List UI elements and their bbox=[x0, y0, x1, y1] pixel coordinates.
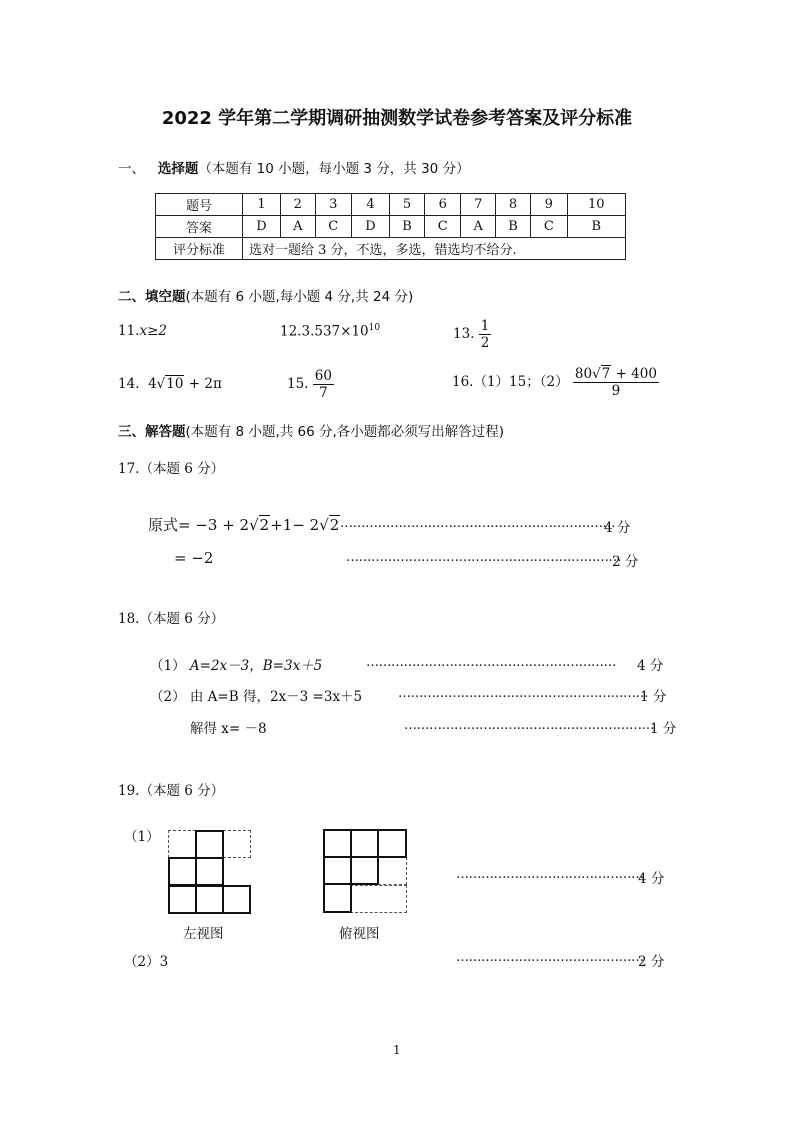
q15-numerator: 60 bbox=[314, 368, 332, 384]
q15-label: 15. bbox=[287, 376, 309, 392]
q19-part1-label: （1） bbox=[124, 829, 160, 845]
q19-part1-score: 4 分 bbox=[638, 871, 665, 887]
q16-fraction bbox=[573, 366, 659, 399]
q19-part2: （2）3 bbox=[124, 954, 169, 970]
page-title: 2022 学年第二学期调研抽测数学试卷参考答案及评分标准 bbox=[161, 108, 633, 129]
q13-label: 13. bbox=[453, 326, 475, 342]
question-number: 9 bbox=[531, 194, 567, 216]
section-1-heading bbox=[118, 157, 470, 177]
q15-fraction bbox=[313, 368, 334, 401]
q18-part2-text: 由 A=B 得，2x－3 =3x＋5 bbox=[189, 689, 363, 705]
q11-value: x≥2 bbox=[139, 323, 167, 339]
answer-cell: C bbox=[531, 216, 567, 238]
q14-radicand: 10 bbox=[166, 376, 184, 392]
section-1-number: 一、 bbox=[118, 161, 145, 177]
q16-num-radicand: 7 bbox=[601, 366, 611, 382]
answer-cell: C bbox=[315, 216, 351, 238]
q14-tail: + 2π bbox=[188, 376, 222, 392]
section-2-heading bbox=[118, 285, 413, 305]
q17-radicand-2: 2 bbox=[329, 516, 340, 534]
grid-cell-solid bbox=[323, 883, 352, 913]
q19-part2-dots: ……………………………………… bbox=[456, 950, 644, 965]
section-3-desc: (本题有 8 小题,共 66 分,各小题都必须写出解答过程) bbox=[185, 424, 505, 440]
grid-cell-solid bbox=[377, 829, 407, 858]
answer-q11 bbox=[118, 323, 167, 339]
q17-line1-score: 4 分 bbox=[604, 520, 631, 536]
q16-num-coefficient: 80 bbox=[574, 366, 593, 382]
grid-cell-solid bbox=[195, 857, 224, 886]
q13-fraction bbox=[479, 318, 492, 351]
question-number: 3 bbox=[315, 194, 351, 216]
section-1-name: 选择题 bbox=[157, 161, 199, 177]
grid-cell-solid bbox=[168, 857, 197, 886]
q17-header: 17.（本题 6 分） bbox=[118, 461, 225, 477]
answer-cell: C bbox=[425, 216, 461, 238]
q17-line1: 原式= −3 + 2√2+1− 2√2 bbox=[148, 516, 340, 534]
table-row-questions bbox=[156, 194, 626, 216]
grid-cell-solid bbox=[222, 885, 251, 914]
grid-cell-solid bbox=[195, 885, 224, 914]
q18-part2-score: 1 分 bbox=[640, 689, 667, 705]
question-number: 2 bbox=[281, 194, 316, 216]
question-number: 10 bbox=[567, 194, 626, 216]
answer-cell: B bbox=[389, 216, 424, 238]
q13-numerator: 1 bbox=[480, 318, 490, 334]
q16-numerator: 80√7 + 400 bbox=[574, 366, 657, 382]
q15-denominator: 7 bbox=[319, 385, 328, 401]
q16-denominator: 9 bbox=[611, 383, 621, 399]
q18-part1-score: 4 分 bbox=[637, 658, 664, 674]
row-label-answer: 答案 bbox=[156, 216, 243, 238]
q18-part1-text: A=2x－3，B=3x＋5 bbox=[189, 658, 323, 674]
q17-line1-middle: +1− 2 bbox=[270, 516, 320, 534]
q17-radicand-1: 2 bbox=[259, 516, 270, 534]
left-view-caption: 左视图 bbox=[183, 926, 224, 942]
section-3-number: 三、 bbox=[118, 424, 145, 440]
q18-part1 bbox=[150, 654, 322, 674]
top-view-diagram bbox=[323, 829, 407, 913]
grid-cell-dashed bbox=[168, 830, 196, 858]
answer-cell: B bbox=[496, 216, 531, 238]
grid-cell-solid bbox=[323, 829, 352, 858]
q18-part1-dots: …………………………………………………… bbox=[366, 655, 616, 670]
multiple-choice-answer-table bbox=[155, 193, 626, 260]
question-number: 4 bbox=[351, 194, 389, 216]
answer-q16 bbox=[452, 366, 659, 399]
q12-label: 12. bbox=[280, 323, 302, 340]
q14-label: 14. bbox=[118, 376, 140, 392]
q18-part2 bbox=[150, 685, 362, 705]
q12-exponent: 10 bbox=[368, 323, 381, 333]
grid-cell-solid bbox=[350, 856, 379, 885]
q18-part3-score: 1 分 bbox=[650, 721, 677, 737]
question-number: 5 bbox=[389, 194, 424, 216]
question-number: 8 bbox=[496, 194, 531, 216]
q19-header: 19.（本题 6 分） bbox=[118, 783, 225, 799]
q17-line1-dots: ………………………………………………………… bbox=[340, 516, 615, 531]
section-3-name: 解答题 bbox=[145, 424, 186, 440]
q18-part2-dots: …………………………………………………… bbox=[398, 686, 648, 701]
answer-cell: D bbox=[243, 216, 281, 238]
answer-cell: D bbox=[351, 216, 389, 238]
grid-cell-solid bbox=[323, 856, 352, 885]
q17-line2-score: 2 分 bbox=[612, 554, 639, 570]
q17-line1-start: 原式= −3 + 2 bbox=[148, 516, 250, 534]
answer-q12 bbox=[280, 323, 380, 340]
q18-part1-label: （1） bbox=[150, 658, 186, 674]
section-3-heading bbox=[118, 420, 504, 440]
answer-cell: A bbox=[281, 216, 316, 238]
section-2-number: 二、 bbox=[118, 289, 145, 305]
q11-label: 11. bbox=[118, 323, 140, 339]
answer-cell: A bbox=[461, 216, 496, 238]
q18-part3: 解得 x= －8 bbox=[190, 721, 267, 737]
answer-q14: 14. 4√10 + 2π bbox=[118, 376, 222, 392]
q19-part1-dots: ……………………………………… bbox=[456, 867, 644, 882]
q12-mantissa: 3.537×10 bbox=[301, 323, 369, 340]
q17-line2-dots: ………………………………………………………… bbox=[346, 550, 621, 565]
scoring-rule: 选对一题给 3 分，不选，多选，错选均不给分. bbox=[243, 238, 626, 260]
question-number: 1 bbox=[243, 194, 281, 216]
q18-part3-dots: …………………………………………………… bbox=[404, 718, 654, 733]
grid-cell-solid bbox=[168, 885, 197, 914]
q18-header: 18.（本题 6 分） bbox=[118, 611, 225, 627]
q16-num-tail: + 400 bbox=[615, 366, 657, 382]
q19-part2-score: 2 分 bbox=[638, 954, 665, 970]
grid-cell-dashed bbox=[378, 857, 407, 885]
table-row-rule bbox=[156, 238, 626, 260]
section-2-desc: (本题有 6 小题,每小题 4 分,共 24 分) bbox=[185, 289, 414, 305]
question-number: 6 bbox=[425, 194, 461, 216]
grid-cell-solid bbox=[350, 829, 379, 858]
section-1-desc: （本题有 10 小题，每小题 3 分，共 30 分） bbox=[198, 161, 470, 177]
row-label-rule: 评分标准 bbox=[156, 238, 243, 260]
q13-denominator: 2 bbox=[480, 335, 490, 351]
table-row-answers bbox=[156, 216, 626, 238]
answer-q13 bbox=[453, 318, 491, 351]
grid-cell-solid bbox=[195, 830, 224, 859]
grid-cell-dashed bbox=[350, 885, 407, 913]
q16-label: 16.（1）15；（2） bbox=[452, 374, 569, 390]
row-label-question: 题号 bbox=[156, 194, 243, 216]
left-view-diagram bbox=[168, 830, 251, 914]
q17-line2: = −2 bbox=[174, 549, 214, 567]
question-number: 7 bbox=[461, 194, 496, 216]
answer-cell: B bbox=[567, 216, 626, 238]
q14-coefficient: 4 bbox=[148, 376, 157, 392]
q18-part2-label: （2） bbox=[150, 689, 186, 705]
top-view-caption: 俯视图 bbox=[339, 926, 380, 942]
answer-q15 bbox=[287, 368, 334, 401]
grid-cell-dashed bbox=[223, 830, 251, 858]
page-number: 1 bbox=[393, 1043, 401, 1057]
section-2-name: 填空题 bbox=[145, 289, 186, 305]
